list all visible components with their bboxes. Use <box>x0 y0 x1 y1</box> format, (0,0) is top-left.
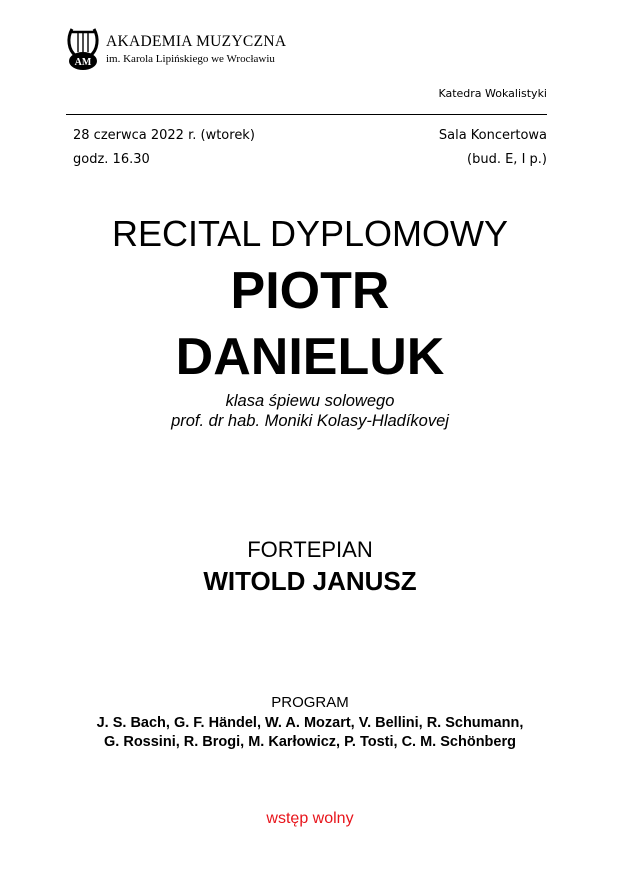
venue-detail: (bud. E, I p.) <box>467 152 547 167</box>
program-label: PROGRAM <box>271 694 349 711</box>
pianist-name: WITOLD JANUSZ <box>203 566 417 596</box>
svg-text:AM: AM <box>74 57 92 68</box>
piano-label: FORTEPIAN <box>247 537 373 562</box>
admission-note: wstęp wolny <box>266 810 354 827</box>
event-time: godz. 16.30 <box>73 152 150 167</box>
venue-name: Sala Koncertowa <box>438 128 547 143</box>
performer-last-name: DANIELUK <box>175 328 445 386</box>
class-description: klasa śpiewu solowego <box>225 392 395 410</box>
program-composers-line1: J. S. Bach, G. F. Händel, W. A. Mozart, V. Bellini, R. Schumann, <box>96 715 524 731</box>
recital-title: RECITAL DYPLOMOWY <box>111 213 509 254</box>
department-name: Katedra Wokalistyki <box>438 87 547 100</box>
professor-name: prof. dr hab. Moniki Kolasy-Hladíkovej <box>171 412 449 430</box>
event-date: 28 czerwca 2022 r. (wtorek) <box>73 128 255 143</box>
institution-name: AKADEMIA MUZYCZNA <box>106 33 287 50</box>
performer-first-name: PIOTR <box>230 262 390 320</box>
program-composers-line2: G. Rossini, R. Brogi, M. Karłowicz, P. Tosti, C. M. Schönberg <box>104 734 516 750</box>
event-venue <box>439 124 547 172</box>
lyre-icon <box>66 26 100 72</box>
header-divider <box>66 114 547 115</box>
event-datetime <box>73 124 255 172</box>
institution-subtitle: im. Karola Lipińskiego we Wrocławiu <box>106 53 275 65</box>
